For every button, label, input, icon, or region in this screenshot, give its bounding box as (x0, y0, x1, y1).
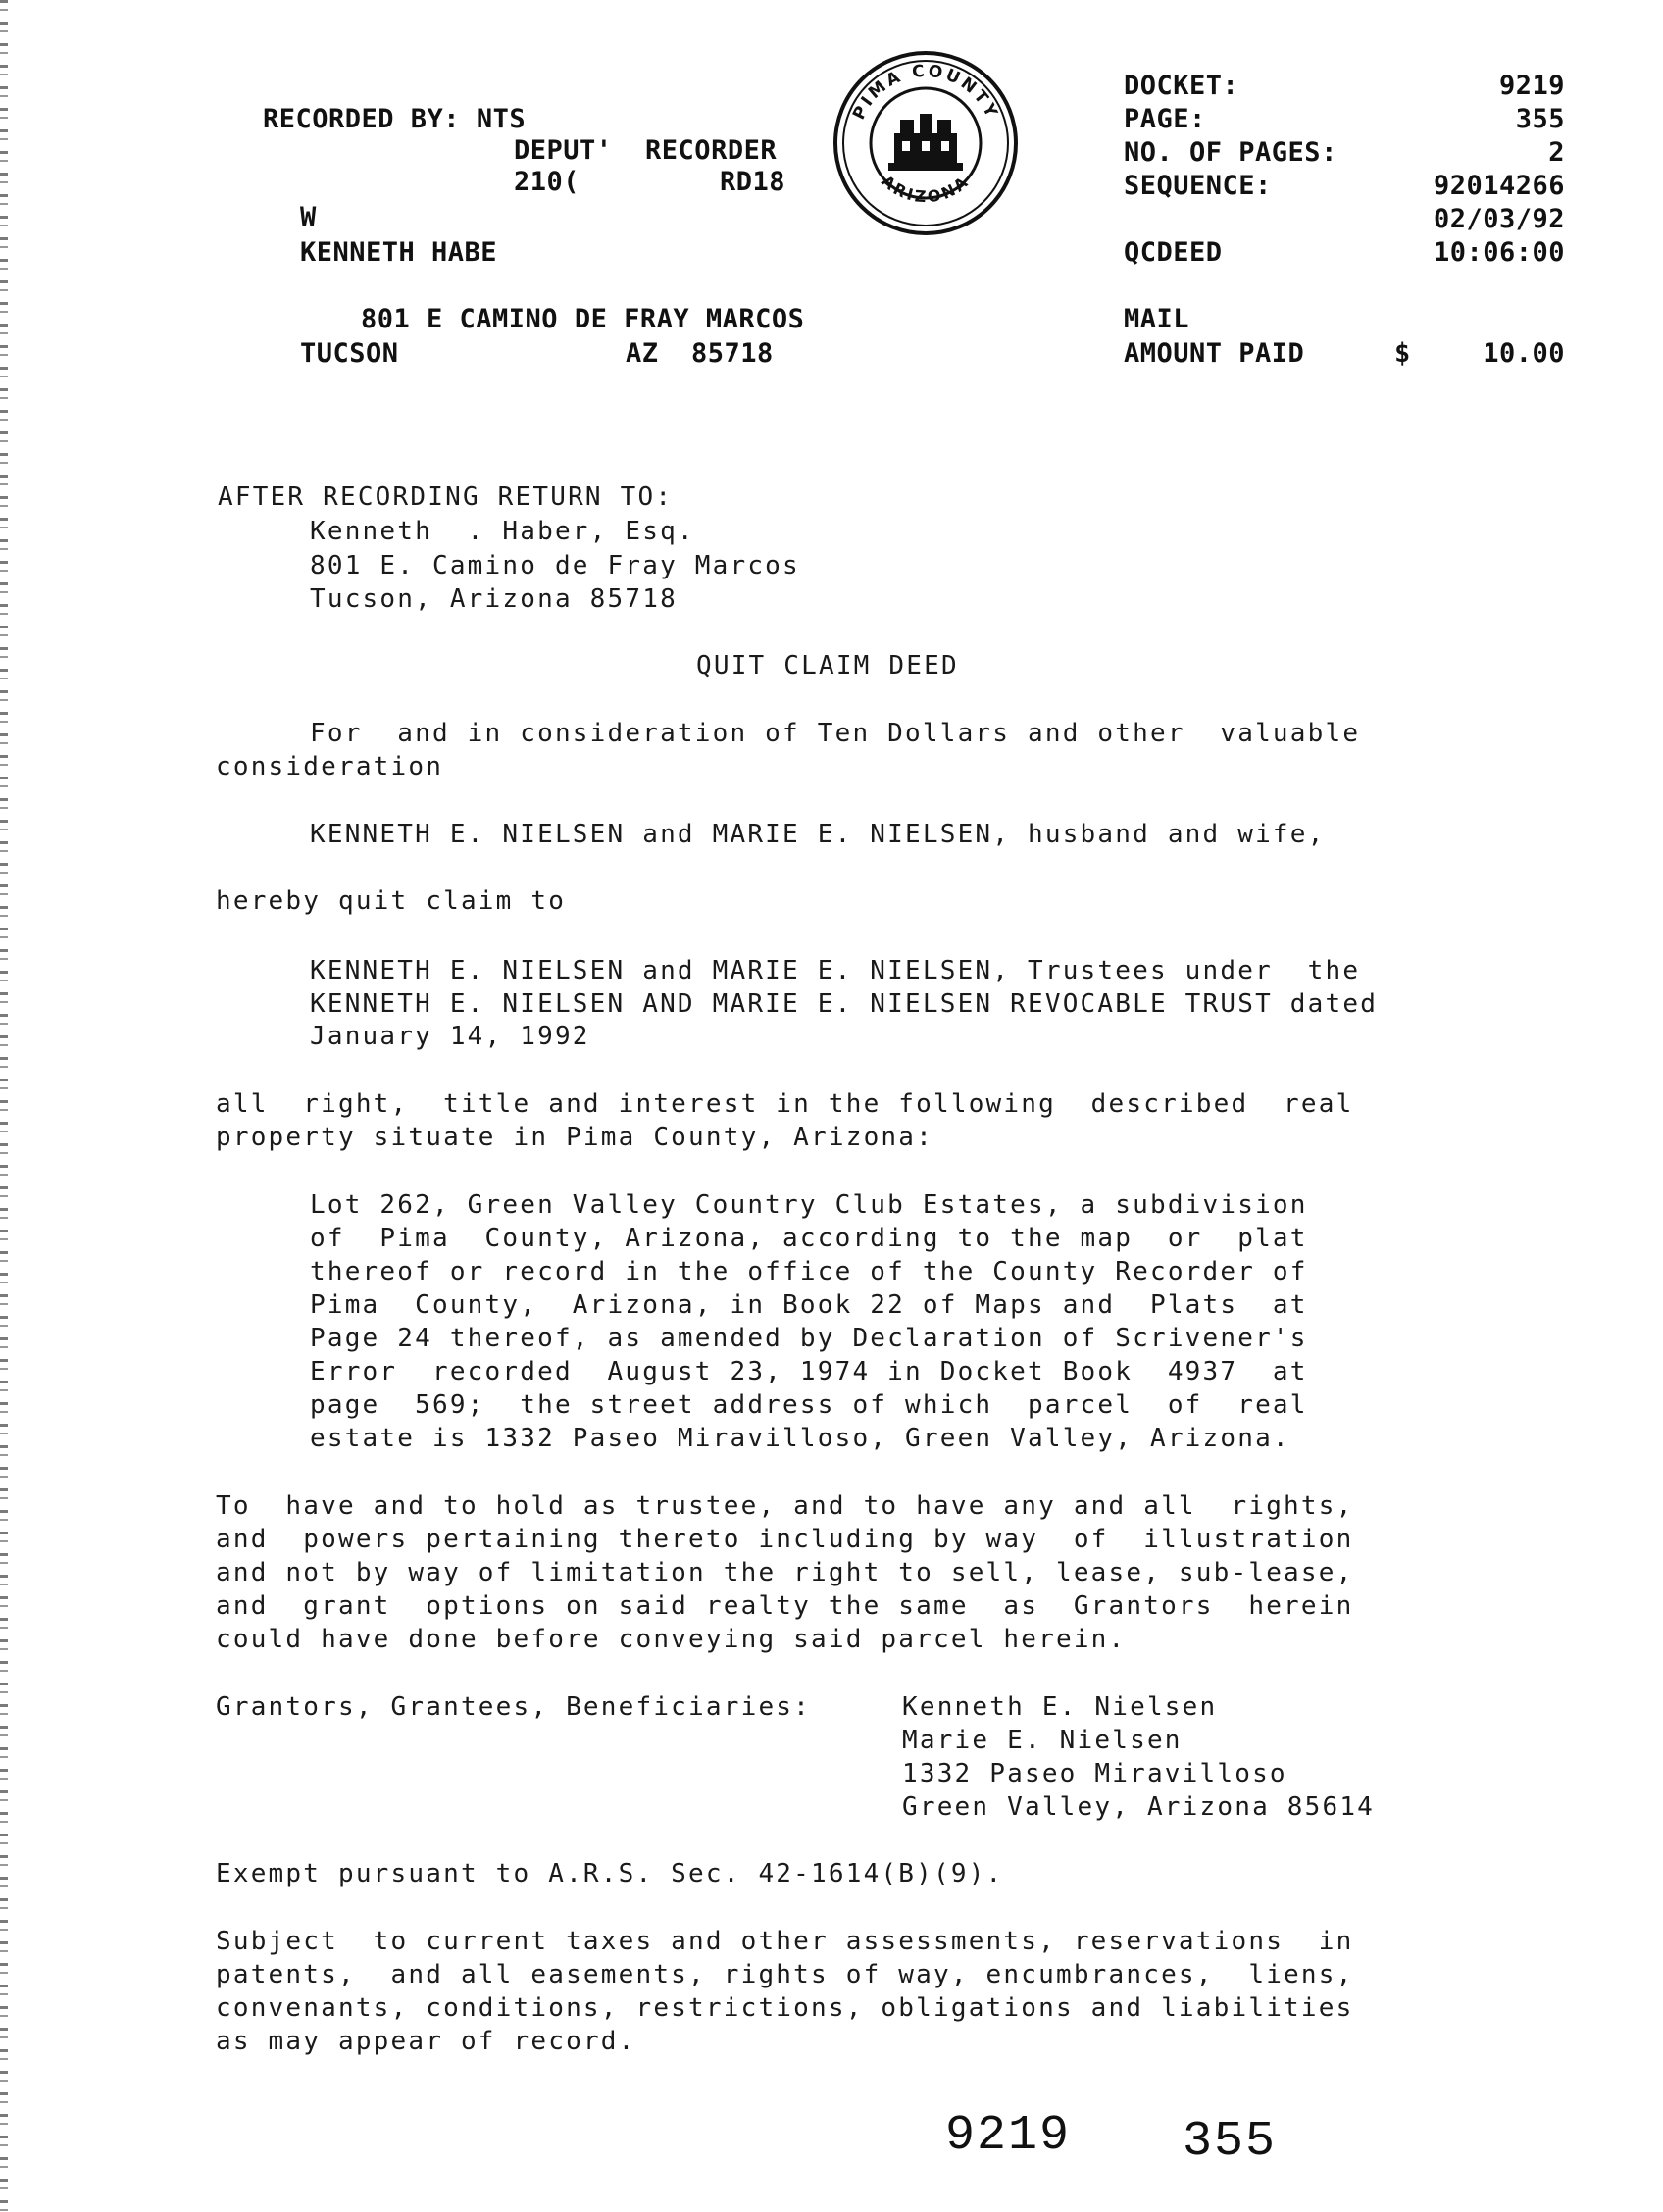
footer-page-number: 355 (1183, 2114, 1278, 2170)
recipient-address-city: TUCSON (300, 338, 399, 369)
consideration-line1: For and in consideration of Ten Dollars and other valuable (310, 719, 1361, 748)
svg-text:ARIZONA (878, 172, 973, 207)
mail-label: MAIL (1124, 304, 1190, 334)
return-to-heading: AFTER RECORDING RETURN TO: (218, 482, 674, 512)
document-type: QCDEED (1124, 237, 1223, 268)
grantees-line2: KENNETH E. NIELSEN AND MARIE E. NIELSEN REVOCABLE TRUST dated (310, 989, 1379, 1019)
amount-value: 10.00 (1483, 338, 1565, 369)
legal-line3: thereof or record in the office of the County Recorder of (310, 1257, 1308, 1286)
footer-docket-number: 9219 (945, 2108, 1072, 2164)
grantees-line1: KENNETH E. NIELSEN and MARIE E. NIELSEN, Trustees under the (310, 956, 1361, 985)
docket-label: DOCKET: (1124, 71, 1239, 101)
record-date: 02/03/92 (1433, 204, 1565, 234)
habendum-line1: To have and to hold as trustee, and to have any and all rights, (216, 1491, 1354, 1521)
sequence-label: SEQUENCE: (1124, 171, 1272, 201)
legal-line1: Lot 262, Green Valley Country Club Estates, a subdivision (310, 1190, 1308, 1220)
recorder-code-right: RD18 (720, 167, 786, 197)
property-line2: property situate in Pima County, Arizona: (216, 1123, 933, 1152)
subject-line2: patents, and all easements, rights of way, encumbrances, liens, (216, 1960, 1354, 1989)
recorder-code-left: 210( (514, 167, 580, 197)
scan-edge-artifact (0, 0, 8, 2212)
parties-line2: Marie E. Nielsen (902, 1726, 1183, 1755)
deed-title: QUIT CLAIM DEED (696, 651, 959, 680)
deputy-recorder: DEPUT' RECORDER (514, 135, 778, 166)
subject-line1: Subject to current taxes and other assessments, reservations in (216, 1927, 1354, 1956)
quitclaim-line: hereby quit claim to (216, 886, 567, 916)
amount-label: AMOUNT PAID (1124, 338, 1305, 369)
legal-line5: Page 24 thereof, as amended by Declaration of Scrivener's (310, 1324, 1308, 1353)
recipient-name: KENNETH HABE (300, 237, 498, 268)
pages-label: NO. OF PAGES: (1124, 137, 1337, 168)
consideration-line2: consideration (216, 752, 444, 781)
subject-line4: as may appear of record. (216, 2027, 636, 2056)
parties-line4: Green Valley, Arizona 85614 (902, 1792, 1376, 1822)
recorded-by: RECORDED BY: NTS (263, 104, 527, 134)
pages-value: 2 (1548, 137, 1565, 168)
legal-line7: page 569; the street address of which parcel of real (310, 1390, 1308, 1420)
grantees-line3: January 14, 1992 (310, 1022, 590, 1051)
currency-symbol: $ (1394, 338, 1411, 369)
return-to-line3: Tucson, Arizona 85718 (310, 584, 678, 614)
habendum-line5: could have done before conveying said parcel herein. (216, 1625, 1127, 1654)
parties-line1: Kenneth E. Nielsen (902, 1692, 1218, 1722)
seal-top-text: PIMA COUNTY (849, 61, 1002, 124)
seal-bottom-text: ARIZONA (878, 171, 974, 207)
recipient-address-state-zip: AZ 85718 (626, 338, 774, 369)
property-line1: all right, title and interest in the following described real (216, 1089, 1354, 1119)
page-label: PAGE: (1124, 104, 1206, 134)
legal-line6: Error recorded August 23, 1974 in Docket Book 4937 at (310, 1357, 1308, 1386)
docket-value: 9219 (1498, 71, 1565, 101)
parties-label: Grantors, Grantees, Beneficiaries: (216, 1692, 812, 1722)
return-to-line1: Kenneth . Haber, Esq. (310, 517, 695, 546)
record-time: 10:06:00 (1433, 237, 1565, 268)
habendum-line3: and not by way of limitation the right to sell, lease, sub-lease, (216, 1558, 1354, 1587)
return-to-line2: 801 E. Camino de Fray Marcos (310, 551, 800, 580)
legal-line8: estate is 1332 Paseo Miravilloso, Green Valley, Arizona. (310, 1424, 1290, 1453)
grantors-line: KENNETH E. NIELSEN and MARIE E. NIELSEN, husband and wife, (310, 820, 1326, 849)
legal-line2: of Pima County, Arizona, according to the map or plat (310, 1224, 1308, 1253)
county-seal-icon (830, 47, 1022, 239)
exemption-line: Exempt pursuant to A.R.S. Sec. 42-1614(B)(9). (216, 1859, 1004, 1888)
sequence-value: 92014266 (1433, 171, 1565, 201)
habendum-line2: and powers pertaining thereto including by way of illustration (216, 1525, 1354, 1554)
parties-line3: 1332 Paseo Miravilloso (902, 1759, 1287, 1788)
subject-line3: convenants, conditions, restrictions, obligations and liabilities (216, 1993, 1354, 2023)
habendum-line4: and grant options on said realty the same as Grantors herein (216, 1591, 1354, 1621)
recipient-address-line1: 801 E CAMINO DE FRAY MARCOS (361, 304, 805, 334)
page-value: 355 (1515, 104, 1565, 134)
w-mark: W (300, 202, 317, 232)
legal-line4: Pima County, Arizona, in Book 22 of Maps and Plats at (310, 1290, 1308, 1320)
